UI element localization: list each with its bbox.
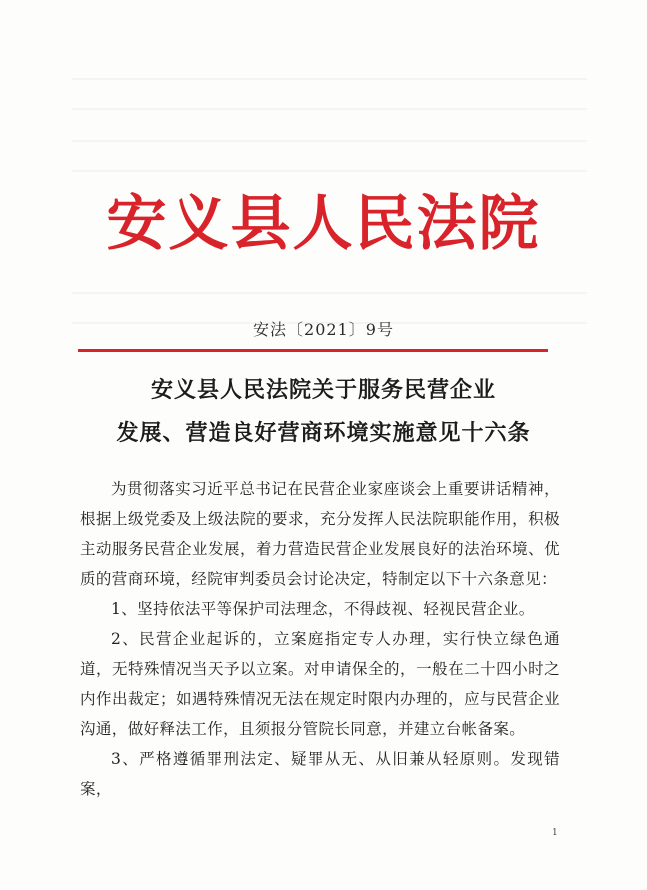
document-number: 安法〔2021〕9号	[253, 320, 394, 339]
article-3-paragraph: 3、严格遵循罪刑法定、疑罪从无、从旧兼从轻原则。发现错案，	[80, 750, 560, 798]
article-2-paragraph: 2、民营企业起诉的，立案庭指定专人办理，实行快立绿色通道，无特殊情况当天予以立案。对申请保全的，一般在二十四小时之内作出裁定；如遇特殊情况无法在规定时限内办理的，应与民营企业沟通，做好释法工作，且须报分管院长同意，并建立台帐备案。	[80, 630, 560, 738]
article-1-paragraph: 1、坚持依法平等保护司法理念，不得歧视、轻视民营企业。	[111, 600, 535, 618]
show-through-line	[72, 170, 587, 172]
red-divider-line	[78, 349, 548, 352]
show-through-line	[72, 108, 587, 110]
show-through-line	[72, 140, 587, 142]
show-through-line	[72, 292, 587, 294]
document-body	[80, 474, 560, 804]
intro-paragraph: 为贯彻落实习近平总书记在民营企业家座谈会上重要讲话精神，根据上级党委及上级法院的要求，充分发挥人民法院职能作用，积极主动服务民营企业发展，着力营造民营企业发展良好的法治环境、优质的营商环境，经院审判委员会讨论决定，特制定以下十六条意见：	[80, 480, 560, 588]
show-through-line	[72, 78, 587, 80]
document-title-line-1: 安义县人民法院关于服务民营企业	[150, 377, 496, 403]
court-masthead: 安义县人民法院	[106, 189, 541, 259]
document-title-line-2: 发展、营造良好营商环境实施意见十六条	[116, 420, 531, 446]
page-number: 1	[552, 828, 558, 838]
